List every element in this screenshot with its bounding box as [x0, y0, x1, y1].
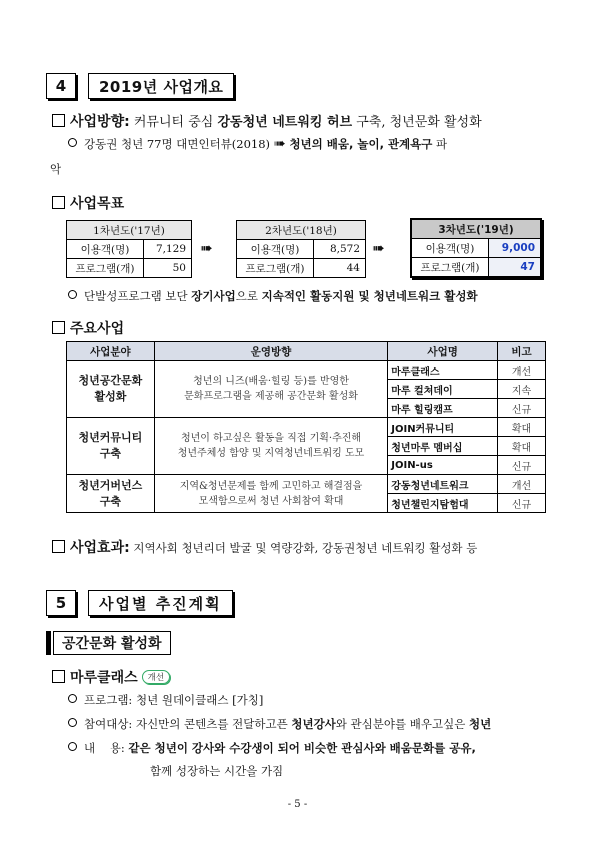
year-title: 2차년도('18년) [237, 221, 365, 240]
table-row [67, 361, 546, 380]
header-name: 사업명 [388, 342, 498, 361]
arrow-icon: ➠ [273, 136, 286, 152]
direction-sub-highlight: 청년의 배움, 놀이, 관계욕구 [285, 137, 433, 151]
goal-note [68, 288, 478, 304]
name-cell: 청년마루 멤버십 [388, 437, 498, 456]
section-number: 4 [46, 73, 76, 99]
space-culture-tag [46, 631, 171, 655]
direction-highlight: 강동청년 네트워킹 허브 [217, 115, 353, 130]
direction-label: 사업방향: [70, 114, 130, 130]
name-cell: 청년챌린지탐험대 [388, 494, 498, 513]
section-title: 사업별 추진계획 [88, 590, 233, 616]
maru-content-wrap: 함께 성장하는 시간을 가짐 [150, 764, 284, 778]
checkbox-square-icon [52, 196, 65, 209]
maru-heading [52, 667, 170, 687]
area-cell: 청년커뮤니티 구축 [67, 418, 155, 475]
header-area: 사업분야 [67, 342, 155, 361]
year-box-2 [236, 220, 366, 278]
name-cell: 마루 힐링캠프 [388, 399, 498, 418]
section-title: 2019년 사업개요 [88, 73, 234, 99]
note-cell: 확대 [498, 437, 546, 456]
bullet-circle-icon [68, 138, 77, 147]
note-cell: 지속 [498, 380, 546, 399]
year-title: 3차년도('19년) [412, 220, 540, 239]
status-badge: 개선 [142, 670, 170, 684]
maru-label: 마루클래스 [70, 670, 138, 686]
tag-label: 공간문화 활성화 [53, 631, 171, 655]
name-cell: 강동청년네트워크 [388, 475, 498, 494]
users-label: 이용객(명) [67, 240, 144, 258]
bullet-circle-icon [68, 290, 77, 299]
users-label: 이용객(명) [237, 240, 314, 258]
arrow-icon: ➠ [200, 239, 213, 257]
direction-text-end: 구축, 청년문화 활성화 [352, 115, 482, 130]
arrow-icon: ➠ [372, 239, 385, 257]
program-value: 47 [489, 258, 540, 276]
section-5-header [46, 590, 233, 616]
table-row [67, 418, 546, 437]
table-header-row [67, 342, 546, 361]
name-cell: 마루 컬쳐데이 [388, 380, 498, 399]
goal-note-text-2: 으로 [235, 289, 262, 303]
year-title: 1차년도('17년) [67, 221, 191, 240]
direction-cell: 청년이 하고싶은 활동을 직접 기획·추진해 청년주체성 함양 및 지역청년네트워킹 도모 [154, 418, 387, 475]
direction-line [52, 111, 482, 131]
note-cell: 신규 [498, 399, 546, 418]
maru-content [68, 740, 476, 756]
header-direction: 운영방향 [154, 342, 387, 361]
maru-target-text-2: 와 관심분야를 배우고싶은 [335, 717, 469, 731]
tag-marker [46, 631, 51, 655]
checkbox-square-icon [52, 540, 65, 553]
direction-cell: 청년의 니즈(배움·힐링 등)를 반영한 문화프로그램을 제공해 공간문화 활성화 [154, 361, 387, 418]
main-biz-heading [52, 318, 124, 338]
name-cell: JOIN-us [388, 456, 498, 475]
main-biz-label: 주요사업 [70, 321, 125, 337]
goal-heading [52, 193, 124, 213]
maru-content-bold: 같은 청년이 강사와 수강생이 되어 비슷한 관심사와 배움문화를 공유, [128, 741, 476, 755]
maru-target-text: 참여대상: 자신만의 콘텐츠를 전달하고픈 [84, 717, 292, 731]
maru-target-bold: 청년강사 [291, 717, 336, 731]
note-cell: 신규 [498, 494, 546, 513]
maru-content-label: 내 용: [84, 741, 129, 755]
checkbox-square-icon [52, 114, 65, 127]
main-business-table [66, 341, 546, 513]
users-label: 이용객(명) [412, 239, 489, 257]
name-cell: JOIN커뮤니티 [388, 418, 498, 437]
goal-note-text: 단발성프로그램 보단 [84, 289, 192, 303]
effect-line [52, 537, 477, 557]
header-note: 비고 [498, 342, 546, 361]
checkbox-square-icon [52, 670, 65, 683]
checkbox-square-icon [52, 321, 65, 334]
bullet-circle-icon [68, 742, 77, 751]
direction-sub-wrap: 악 [50, 162, 62, 176]
effect-text: 지역사회 청년리더 발굴 및 역량강화, 강동권청년 네트워킹 활성화 등 [129, 541, 478, 555]
note-cell: 개선 [498, 361, 546, 380]
direction-text: 커뮤니티 중심 [129, 115, 218, 130]
note-cell: 확대 [498, 418, 546, 437]
program-label: 프로그램(개) [67, 259, 144, 277]
goal-note-bold: 장기사업 [191, 289, 236, 303]
note-cell: 신규 [498, 456, 546, 475]
program-label: 프로그램(개) [237, 259, 314, 277]
users-value: 9,000 [489, 239, 540, 257]
direction-sub-end: 파 [432, 137, 448, 151]
users-value: 7,129 [155, 243, 186, 255]
program-value: 50 [172, 262, 186, 274]
maru-target-bold-2: 청년 [468, 717, 492, 731]
effect-label: 사업효과: [70, 540, 130, 556]
program-label: 프로그램(개) [412, 258, 489, 276]
goal-label: 사업목표 [70, 196, 125, 212]
year-box-3 [410, 218, 542, 278]
section-number: 5 [46, 590, 76, 616]
direction-cell: 지역&청년문제를 함께 고민하고 해결점을 모색함으로써 청년 사회참여 확대 [154, 475, 387, 513]
direction-sub-text: 강동권 청년 77명 대면인터뷰(2018) [84, 137, 274, 151]
maru-program-text: 프로그램: 청년 원데이클래스 [가칭] [84, 693, 264, 707]
program-value: 44 [346, 262, 360, 274]
maru-program [68, 692, 263, 708]
page-number: - 5 - [287, 799, 308, 810]
bullet-circle-icon [68, 694, 77, 703]
area-cell: 청년거버넌스 구축 [67, 475, 155, 513]
section-4-header [46, 73, 234, 99]
area-cell: 청년공간문화 활성화 [67, 361, 155, 418]
direction-sub [68, 136, 447, 152]
note-cell: 개선 [498, 475, 546, 494]
name-cell: 마루클래스 [388, 361, 498, 380]
goal-note-bold-2: 지속적인 활동지원 및 청년네트워크 활성화 [261, 289, 478, 303]
users-value: 8,572 [329, 243, 360, 255]
table-row [67, 475, 546, 494]
maru-target [68, 716, 491, 732]
bullet-circle-icon [68, 718, 77, 727]
year-box-1 [66, 220, 192, 278]
